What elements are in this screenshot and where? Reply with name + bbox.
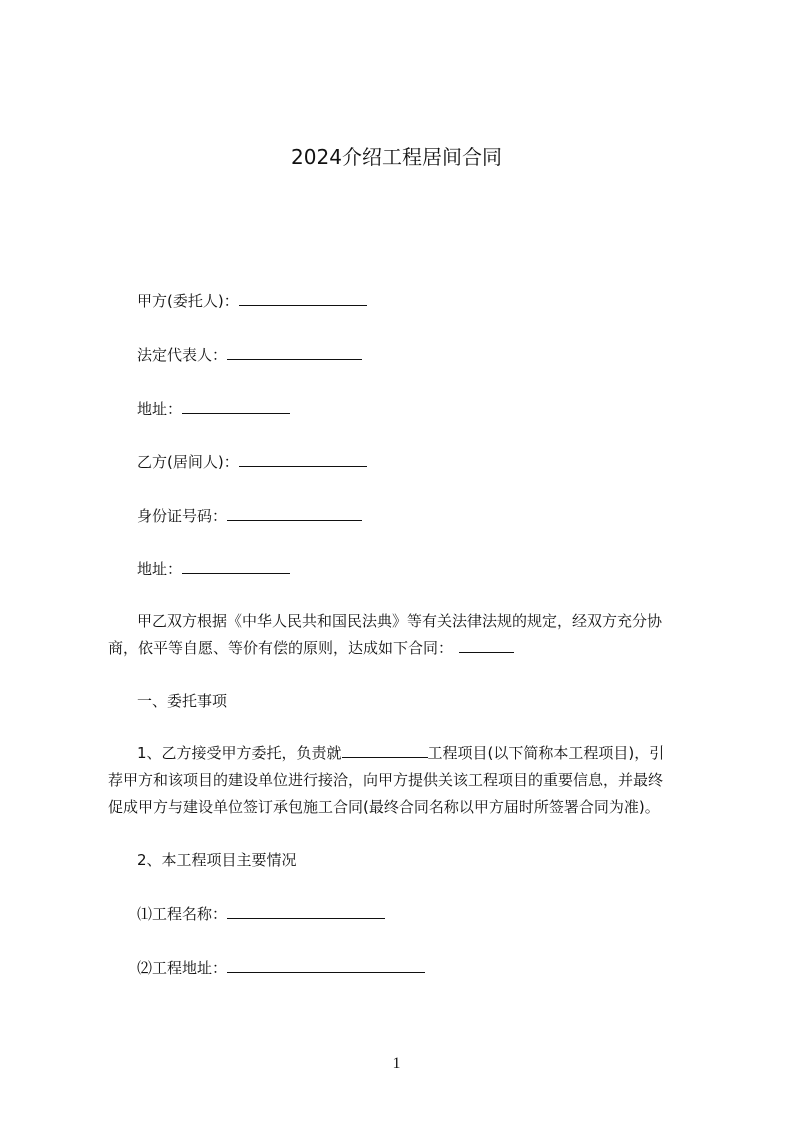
field-label: 甲方(委托人)：: [137, 292, 239, 310]
document-title: 2024介绍工程居间合同: [291, 145, 502, 169]
item1-line3: 促成甲方与建设单位签订承包施工合同(最终合同名称以甲方届时所签署合同为准)。: [108, 798, 660, 816]
preamble-line1: 甲乙双方根据《中华人民共和国民法典》等有关法律法规的规定，经双方充分协: [137, 612, 663, 630]
page-number: 1: [392, 1055, 401, 1072]
field-label: 地址：: [137, 560, 183, 578]
item1-prefix: 1、乙方接受甲方委托，负责就: [137, 744, 342, 762]
project-name-field: [137, 904, 385, 924]
blank-line: [227, 506, 362, 521]
item1-line2: 荐甲方和该项目的建设单位进行接洽，向甲方提供关该工程项目的重要信息，并最终: [108, 771, 664, 789]
field-label: 地址：: [137, 400, 183, 418]
preamble-text: 商，依平等自愿、等价有偿的原则，达成如下合同：: [108, 639, 454, 657]
project-address-field: [137, 958, 425, 978]
field-party-a: [137, 291, 367, 311]
blank-line: [459, 638, 514, 653]
field-id-number: [137, 506, 362, 526]
field-address-b: [137, 559, 290, 579]
field-label: ⑴工程名称：: [137, 905, 228, 923]
field-label: ⑵工程地址：: [137, 959, 228, 977]
blank-line: [182, 399, 290, 414]
blank-line: [227, 958, 425, 973]
field-party-b: [137, 452, 367, 472]
blank-line: [227, 904, 385, 919]
item1-suffix: 工程项目(以下简称本工程项目)，引: [427, 744, 665, 762]
field-legal-rep: [137, 345, 362, 365]
field-label: 法定代表人：: [137, 346, 228, 364]
field-address-a: [137, 399, 290, 419]
blank-line: [227, 345, 362, 360]
blank-line: [342, 743, 428, 758]
item2-heading: 2、本工程项目主要情况: [137, 851, 297, 869]
field-label: 身份证号码：: [137, 507, 228, 525]
item1-line1: [137, 743, 664, 763]
blank-line: [239, 452, 367, 467]
preamble-line2: [108, 638, 514, 658]
blank-line: [239, 291, 367, 306]
blank-line: [182, 559, 290, 574]
section-heading: 一、委托事项: [137, 692, 228, 710]
field-label: 乙方(居间人)：: [137, 453, 239, 471]
